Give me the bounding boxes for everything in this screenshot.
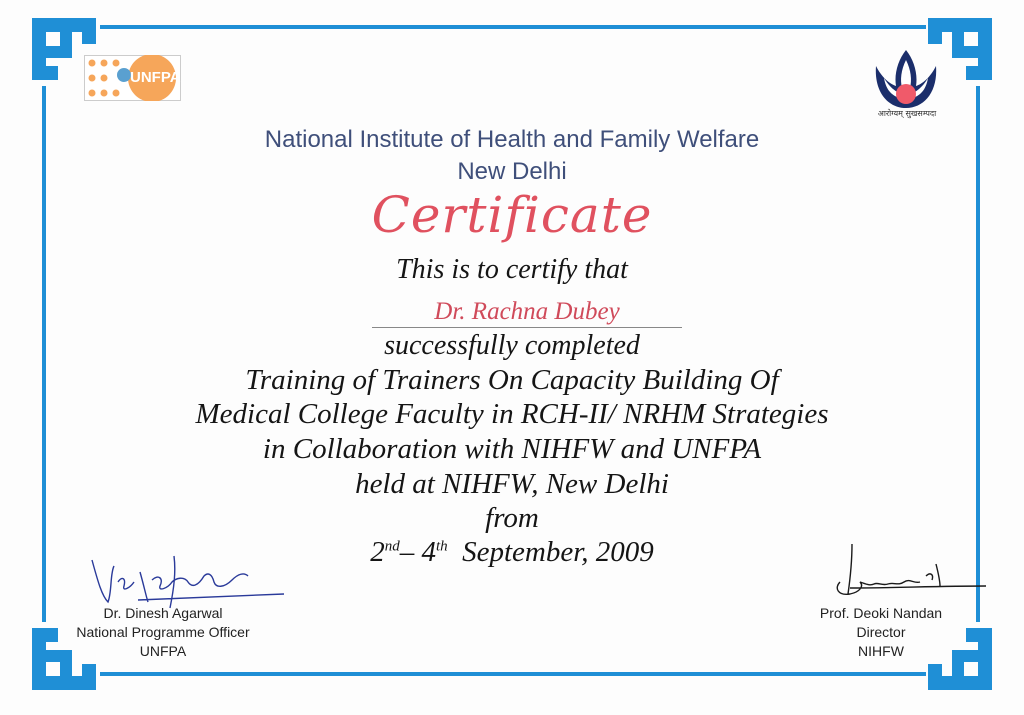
end-day: 4 bbox=[421, 536, 436, 568]
start-day: 2 bbox=[370, 536, 385, 568]
certify-statement: This is to certify that bbox=[396, 254, 628, 285]
signatory-left-org: UNFPA bbox=[139, 643, 187, 659]
certificate-title: Certificate bbox=[371, 186, 653, 244]
signatory-left-name: Dr. Dinesh Agarwal bbox=[103, 605, 223, 621]
signatory-right-name: Prof. Deoki Nandan bbox=[819, 605, 943, 621]
signatory-left bbox=[50, 604, 276, 661]
unfpa-logo-text: UNFPA bbox=[130, 69, 181, 86]
signature-right-icon bbox=[830, 542, 990, 602]
course-line-1: Training of Trainers On Capacity Building Of bbox=[245, 364, 779, 396]
end-day-suffix: th bbox=[435, 538, 448, 555]
institute-city: New Delhi bbox=[457, 158, 567, 185]
signatory-right-title: Director bbox=[856, 624, 906, 640]
from-label: from bbox=[485, 502, 539, 534]
course-line-3: in Collaboration with NIHFW and UNFPA bbox=[262, 433, 762, 465]
institute-name: National Institute of Health and Family Welfare bbox=[264, 126, 760, 153]
course-line-4: held at NIHFW, New Delhi bbox=[355, 468, 669, 500]
recipient-name: Dr. Rachna Dubey bbox=[372, 298, 682, 328]
signature-left-icon bbox=[88, 552, 288, 612]
nihfw-motto: आरोग्यम् सुखसम्पदा bbox=[877, 109, 937, 118]
month-year: September, 2009 bbox=[462, 536, 654, 568]
unfpa-logo-icon bbox=[84, 55, 181, 101]
date-separator: – bbox=[399, 536, 422, 568]
course-line-2: Medical College Faculty in RCH-II/ NRHM Strategies bbox=[195, 398, 829, 430]
signatory-right-org: NIHFW bbox=[858, 643, 904, 659]
signatory-right bbox=[796, 604, 966, 661]
signatory-left-title: National Programme Officer bbox=[76, 624, 250, 640]
completed-statement: successfully completed bbox=[384, 330, 640, 361]
start-day-suffix: nd bbox=[384, 538, 400, 555]
